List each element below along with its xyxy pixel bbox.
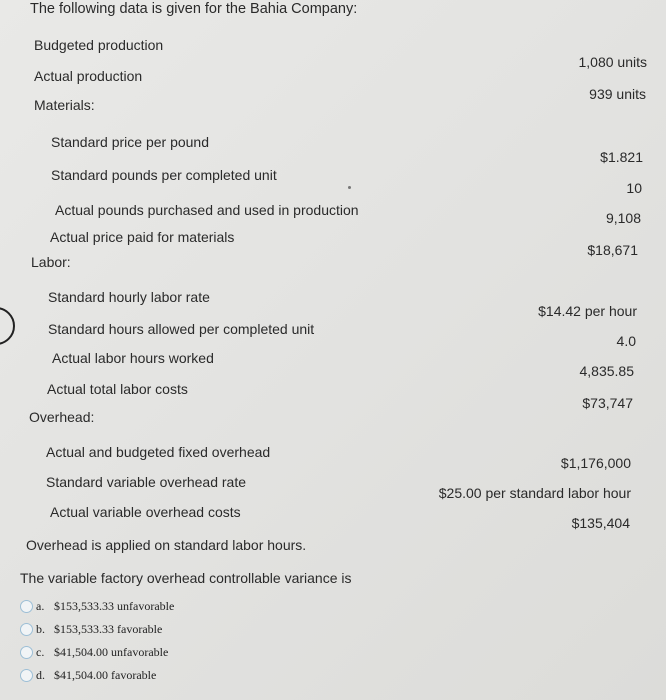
option-text: $153,533.33 favorable: [54, 622, 163, 636]
materials-item-label: Actual pounds purchased and used in production: [55, 202, 359, 218]
labor-item-value: 4,835.85: [579, 363, 634, 379]
labor-item-value: $14.42 per hour: [538, 303, 637, 319]
labor-item-label: Actual labor hours worked: [52, 350, 214, 366]
materials-item-value: $1.821: [600, 149, 643, 165]
materials-heading: Materials:: [34, 97, 95, 113]
option-text: $41,504.00 favorable: [54, 668, 157, 682]
radio-button[interactable]: [20, 600, 33, 613]
materials-item-label: Standard price per pound: [51, 134, 209, 150]
materials-item-value: 9,108: [605, 210, 641, 226]
intro-text: The following data is given for the Bahia Company:: [30, 1, 358, 17]
option-letter: a.: [36, 599, 45, 613]
cropped-circle-icon: [0, 306, 18, 346]
stray-dot: [348, 186, 351, 189]
overhead-item-value: $1,176,000: [560, 455, 631, 471]
option-letter: b.: [36, 622, 45, 636]
labor-item-label: Actual total labor costs: [47, 381, 188, 397]
labor-heading: Labor:: [31, 254, 71, 270]
overhead-item-label: Standard variable overhead rate: [46, 474, 247, 490]
budgeted-production-value: 1,080 units: [578, 54, 647, 70]
radio-button[interactable]: [20, 646, 33, 659]
actual-production-value: 939 units: [589, 86, 646, 102]
overhead-note: Overhead is applied on standard labor hours.: [26, 537, 307, 553]
option-letter: c.: [36, 645, 45, 659]
materials-item-label: Standard pounds per completed unit: [51, 167, 277, 183]
radio-button[interactable]: [20, 623, 33, 636]
question-text: The variable factory overhead controllable variance is: [20, 570, 352, 586]
overhead-item-value: $135,404: [571, 515, 630, 531]
overhead-item-value: $25.00 per standard labor hour: [438, 485, 631, 501]
option-text: $153,533.33 unfavorable: [54, 599, 175, 613]
overhead-heading: Overhead:: [29, 409, 95, 425]
actual-production-label: Actual production: [34, 68, 143, 84]
materials-item-label: Actual price paid for materials: [50, 229, 235, 245]
labor-item-label: Standard hourly labor rate: [48, 289, 210, 305]
materials-item-value: $18,671: [587, 242, 638, 258]
radio-button[interactable]: [20, 669, 33, 682]
labor-item-value: $73,747: [582, 395, 633, 411]
materials-item-value: 10: [626, 180, 642, 196]
overhead-item-label: Actual and budgeted fixed overhead: [46, 444, 271, 460]
budgeted-production-label: Budgeted production: [34, 37, 164, 53]
option-letter: d.: [36, 668, 45, 682]
overhead-item-label: Actual variable overhead costs: [50, 504, 241, 520]
labor-item-value: 4.0: [616, 333, 636, 349]
labor-item-label: Standard hours allowed per completed unit: [48, 321, 315, 337]
option-text: $41,504.00 unfavorable: [54, 645, 169, 659]
